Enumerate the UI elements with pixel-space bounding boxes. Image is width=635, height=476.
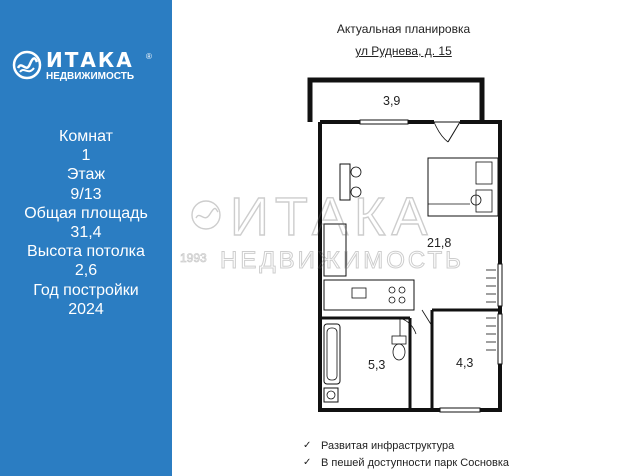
- spec-rooms-value: 1: [81, 147, 91, 165]
- check-icon: ✓: [303, 457, 312, 468]
- watermark-subtitle: НЕДВИЖИМОСТЬ: [220, 247, 464, 274]
- feature-text: Развитая инфраструктура: [321, 440, 455, 452]
- spec-floor-value: 9/13: [70, 185, 102, 203]
- room-area-bathroom: 5,3: [368, 358, 386, 372]
- spec-area-value: 31,4: [70, 224, 102, 242]
- logo-wave-icon: [12, 50, 42, 80]
- room-area-balcony: 3,9: [383, 94, 401, 108]
- plan-address-text: ул Руднева, д. 15: [355, 44, 452, 58]
- company-logo: [12, 50, 162, 84]
- spec-rooms-label: Комнат: [59, 128, 113, 145]
- plan-address: [172, 44, 635, 58]
- apartment-specs: [0, 127, 172, 319]
- room-area-living: 21,8: [427, 236, 452, 250]
- spec-year-value: 2024: [68, 300, 104, 318]
- logo-name: ИТАКА: [46, 48, 134, 72]
- logo-registered-mark: ®: [146, 52, 152, 61]
- check-icon: ✓: [303, 440, 312, 451]
- spec-ceiling-value: 2,6: [74, 262, 98, 280]
- watermark-logo: [180, 180, 480, 280]
- feature-text: В пешей доступности парк Сосновка: [321, 457, 510, 469]
- logo-subtitle: НЕДВИЖИМОСТЬ: [46, 71, 135, 82]
- watermark-year: 1993: [180, 251, 207, 265]
- spec-floor-label: Этаж: [66, 166, 106, 184]
- info-sidebar: [0, 0, 172, 476]
- plan-title: Актуальная планировка: [336, 22, 471, 36]
- spec-ceiling-label: Высота потолка: [27, 243, 145, 261]
- room-area-storage: 4,3: [456, 356, 474, 370]
- spec-year-label: Год постройки: [33, 281, 139, 299]
- spec-area-label: Общая площадь: [24, 204, 148, 222]
- watermark-name: ИТАКА: [230, 187, 434, 247]
